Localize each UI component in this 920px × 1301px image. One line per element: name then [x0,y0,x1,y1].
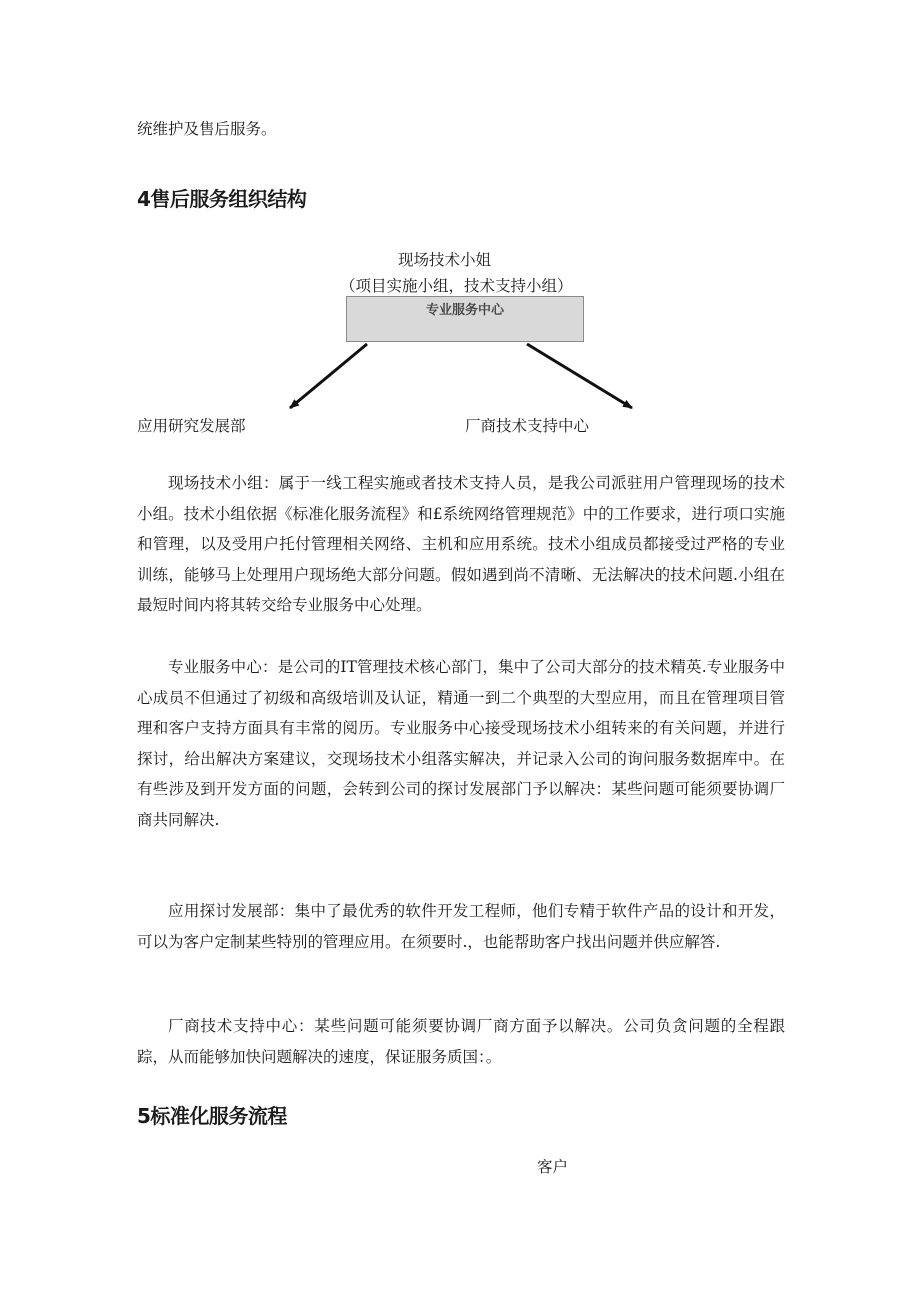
paragraph-onsite-team: 现场技术小组：属于一线工程实施或者技术支持人员，是我公司派驻用户管理现场的技术小组。技术小组依据《标准化服务流程》和£系统网络管理规范》中的工作要求，进行项口实施和管理，以及受用户托付管理相关网络、主机和应用系统。技术小组成员都接受过严格的专业训练，能够马上处理用户现场绝大部分问题。假如遇到尚不清晰、无法解决的技术问题.小组在最短时间内将其转交给专业服务中心处理。 [137,474,785,614]
section-5-heading: 5标准化服务流程 [137,1104,287,1128]
paragraph-vendor-support: 厂商技术支持中心：某些问题可能须要协调厂商方面予以解决。公司负贪问题的全程跟踪，从而能够加快问题解决的速度，保证服务质国：。 [137,1017,785,1066]
section-4-heading: 4售后服务组织结构 [137,187,307,211]
service-center-box: 专业服务中心 [346,296,584,342]
vendor-support-label: 厂商技术支持中心 [465,417,590,435]
arrow-to-vendor [527,344,632,408]
arrow-to-rnd [290,344,367,408]
rnd-department-label: 应用研究发展部 [137,417,246,435]
lead-text-line: 统维护及售后服务。 [137,120,277,138]
paragraph-rnd-department: 应用探讨发展部：集中了最优秀的软件开发工程师，他们专精于软件产品的设计和开发，可以为客户定制某些特別的管理应用。在须要时.，也能帮助客户找出问题并供应解答. [137,902,785,951]
flow-customer-node: 客户 [537,1158,569,1176]
onsite-team-label: 现场技术小姐 [398,251,492,269]
onsite-team-subtitle: （项目实施小组，技术支持小组） [340,277,573,295]
paragraph-service-center: 专业服务中心：是公司的IT管理技术核心部门，集中了公司大部分的技术精英.专业服务中心成员不但通过了初级和高级培训及认证，精通一到二个典型的大型应用，而且在管理项目管理和客户支持方面具有丰常的阅历。专业服务中心接受现场技术小组转来的有关问题，并进行探讨，给出解决方案建议，交现场技术小组落实解决，并记录入公司的询问服务数据库中。在有些涉及到开发方面的问题，会转到公司的探讨发展部门予以解决：某些问题可能须要协调厂商共同解决. [137,658,785,829]
